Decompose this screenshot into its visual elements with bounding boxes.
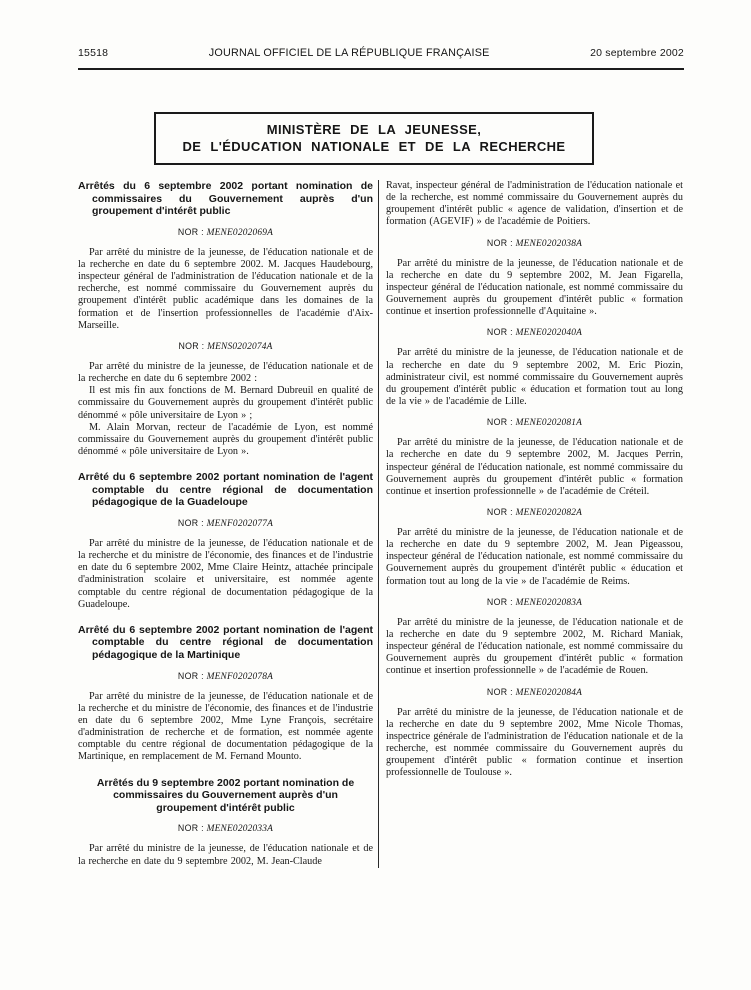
body-paragraph: Par arrêté du ministre de la jeunesse, de l'éducation nationale et de la recherche en date du 9 septembre 2002, M. Jean Pigeassou, inspecteur général de l'éducation nationale, est nommé commissaire du Gouvernement auprès du groupement d'intérêt public « éducation et formation tout au long de la vie » de l'académie de Reims. [386,526,683,587]
nor-label: NOR : [486,686,516,697]
header-rule [78,68,684,70]
column-divider [378,180,379,868]
nor-line [386,687,683,698]
body-paragraph: Par arrêté du ministre de la jeunesse, de l'éducation nationale et de la recherche en date du 9 septembre 2002, Mme Nicole Thomas, inspectrice générale de l'administration de l'éducation nationale et de la recherche, est nommée commissaire du Gouvernement auprès du groupement d'intérêt public « formation continue et insertion professionnelle de Toulouse ». [386,706,683,779]
nor-line [78,227,373,238]
nor-line [78,518,373,529]
page-number: 15518 [78,47,109,59]
nor-label: NOR : [486,237,516,248]
ministry-title-line2: DE L'ÉDUCATION NATIONALE ET DE LA RECHERCHE [182,139,566,154]
body-paragraph: Par arrêté du ministre de la jeunesse, de l'éducation nationale et de la recherche en date du 9 septembre 2002, M. Jacques Perrin, inspecteur général de l'éducation nationale, est nommé commissaire du Gouvernement auprès du groupement d'intérêt public « formation continue et insertion professionnelle » de l'académie de Créteil. [386,437,683,497]
right-column [386,180,683,868]
nor-line [78,823,373,834]
body-paragraph: Par arrêté du ministre de la jeunesse, de l'éducation nationale et de la recherche et du ministre de l'économie, des finances et de l'industrie en date du 6 septembre 2002, Mme Claire Heintz, attachée principale d'administration scolaire et universitaire, est nommée agente comptable du centre régional de documentation pédagogique de la Guadeloupe. [78,537,373,610]
ministry-title-box [154,112,594,165]
left-column [78,180,373,868]
ministry-title-line1: MINISTÈRE DE LA JEUNESSE, [266,122,482,137]
body-paragraph: Par arrêté du ministre de la jeunesse, de l'éducation nationale et de la recherche en date du 9 septembre 2002, M. Eric Piozin, administrateur civil, est nommé commissaire du Gouvernement auprès du groupement d'intérêt public « éducation et formation tout au long de la vie » de l'académie de Lille. [386,347,683,408]
nor-label: NOR : [177,517,207,528]
nor-code: MENE0202081A [515,418,583,429]
journal-title: JOURNAL OFFICIEL DE LA RÉPUBLIQUE FRANÇAISE [208,47,490,59]
article-heading: Arrêtés du 9 septembre 2002 portant nomination de commissaires du Gouvernement auprès d'un groupement d'intérêt public [96,776,355,814]
nor-code: MENE0202033A [206,824,274,835]
body-paragraph: Par arrêté du ministre de la jeunesse, de l'éducation nationale et de la recherche et du ministre de l'économie, des finances et de l'industrie en date du 6 septembre 2002, Mme Lyne François, secrétaire d'administration de recherche et de formation, est nommée agente comptable du centre régional de documentation pédagogique de la Martinique, en remplacement de M. Fernand Mounto. [78,690,373,763]
body-paragraph: Il est mis fin aux fonctions de M. Bernard Dubreuil en qualité de commissaire du Gouvernement auprès du groupement d'intérêt public dénommé « pôle universitaire de Lyon » ; [78,385,373,421]
issue-date: 20 septembre 2002 [590,47,684,59]
nor-code: MENF0202078A [206,671,274,682]
nor-line [386,327,683,338]
nor-line [78,671,373,682]
nor-label: NOR : [177,226,207,237]
body-paragraph: Par arrêté du ministre de la jeunesse, de l'éducation nationale et de la recherche en date du 6 septembre 2002 : [78,360,373,385]
nor-line [386,507,683,518]
running-header [78,47,684,59]
nor-code: MENE0202040A [515,328,583,339]
nor-code: MENE0202084A [515,687,583,698]
nor-label: NOR : [486,327,516,338]
nor-line [78,341,373,352]
body-paragraph: Par arrêté du ministre de la jeunesse, de l'éducation nationale et de la recherche en date du 9 septembre 2002, M. Jean-Claude [78,843,373,867]
article-heading: Arrêté du 6 septembre 2002 portant nomination de l'agent comptable du centre régional de documentation pédagogique de la Guadeloupe [78,471,373,509]
nor-line [386,597,683,608]
nor-code: MENF0202077A [206,518,274,529]
nor-line [386,417,683,428]
body-paragraph: Par arrêté du ministre de la jeunesse, de l'éducation nationale et de la recherche en date du 6 septembre 2002. M. Jacques Haudebourg, inspecteur général de l'administration de l'éducation nationale et de la recherche, est nommé commissaire du Gouvernement auprès du groupement d'intérêt public académique dans les domaines de la formation et de l'insertion professionnelles de l'académie d'Aix-Marseille. [78,246,373,331]
nor-code: MENE0202038A [515,238,583,249]
article-columns [78,180,684,868]
nor-label: NOR : [178,340,208,351]
nor-label: NOR : [177,823,207,834]
body-paragraph: Ravat, inspecteur général de l'administration de l'éducation nationale et de la recherche, est nommé commissaire du Gouvernement auprès du groupement d'intérêt public « agence de validation, d'insertion et de formation (AGEVIF) » de l'académie de Poitiers. [386,180,683,228]
nor-code: MENE0202069A [206,227,274,238]
nor-label: NOR : [486,417,516,428]
nor-code: MENE0202083A [515,597,583,608]
nor-label: NOR : [177,670,207,681]
body-paragraph: Par arrêté du ministre de la jeunesse, de l'éducation nationale et de la recherche en date du 9 septembre 2002, M. Richard Maniak, inspecteur général de l'éducation nationale, est nommé commissaire du Gouvernement auprès du groupement d'intérêt public « formation continue et insertion professionnelle » de l'académie de Rouen. [386,616,683,677]
article-heading: Arrêté du 6 septembre 2002 portant nomination de l'agent comptable du centre régional de documentation pédagogique de la Martinique [78,623,373,662]
nor-line [386,238,683,249]
nor-label: NOR : [486,506,516,517]
article-heading: Arrêtés du 6 septembre 2002 portant nomination de commissaires du Gouvernement auprès d'un groupement d'intérêt public [78,180,373,218]
nor-code: MENS0202074A [207,341,273,352]
nor-code: MENE0202082A [515,507,583,518]
nor-label: NOR : [486,596,516,607]
body-paragraph: M. Alain Morvan, recteur de l'académie de Lyon, est nommé commissaire du Gouvernement auprès du groupement d'intérêt public dénommé « pôle universitaire de Lyon ». [78,421,373,457]
body-paragraph: Par arrêté du ministre de la jeunesse, de l'éducation nationale et de la recherche en date du 9 septembre 2002, M. Jean Figarella, inspecteur général de l'éducation nationale, est nommé commissaire du Gouvernement auprès du groupement d'intérêt public « formation continue et insertion professionnelle d'Aquitaine ». [386,257,683,318]
